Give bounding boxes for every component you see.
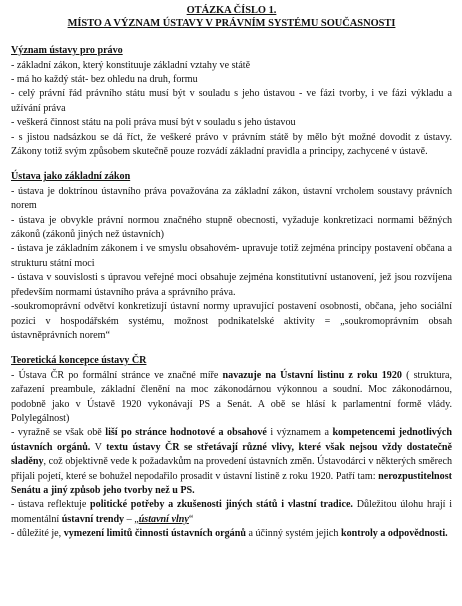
paragraph-line: - ústava v souvislosti s úpravou veřejné moci obsahuje zejména konstitutivní ustanovení, jež jsou rozvíjena především normami ústavního práva a správního práva. — [11, 272, 452, 298]
paragraph-line: - ústava je základním zákonem i ve smyslu obsahovém- upravuje totiž zejména principy postavení občana a strukturu státní moci — [11, 243, 452, 269]
paragraph-line: - veškerá činnost státu na poli práva musí být v souladu s jeho ústavou — [11, 117, 296, 129]
document-title-line1: OTÁZKA ČÍSLO 1. — [186, 5, 277, 16]
paragraph: - vyražně se však obě liší po stránce hodnotové a obsahové i významem a kompetencemi jednotlivých ústavních orgánů. V textu ústavy ČR se střetávají různé vlivy, které však nejsou vždy dostatečně sladěny, což objektivně vede k požadavkům na provedení ústavních změn. Ústavodárci v některých směrech přijali pojetí, které se bohužel nepodařilo prosadit v ústavní listině z roku 1920. Patří tam: nerozpustitelnost Senátu a jiný způsob jeho tvorby než u PS. — [11, 427, 452, 496]
spacer — [11, 343, 452, 354]
section-teoreticka-koncepce — [11, 354, 452, 541]
spacer — [11, 159, 452, 170]
paragraph-line: - s jistou nadsázkou se dá říct, že veškeré právo v právním státě by mělo být možné dovodit z ústavy. Zákony totiž svým způsobem skutečně pouze rozvádí základní pravidla a principy, zachycené v ústavě. — [11, 131, 452, 158]
paragraph-line: - ústava je doktrínou ústavního práva považována za základní zákon, ústavní vrcholem soustavy právních norem — [11, 185, 452, 212]
paragraph-line: - základní zákon, který konstituuje základní vztahy ve státě — [11, 59, 251, 71]
section-heading: Ústava jako základní zákon — [11, 171, 131, 183]
paragraph-line: - ústava je obvykle právní normou značného stupně obecnosti, vyžaduje konkretizaci normami běžných zákonů (zákonů jiných než ústavních) — [11, 214, 452, 241]
spacer — [11, 30, 452, 44]
document-title-line2: MÍSTO A VÝZNAM ÚSTAVY V PRÁVNÍM SYSTÉMU SOUČASNOSTI — [67, 17, 396, 29]
section-vyznam-ustavy — [11, 44, 452, 159]
paragraph: - ústava reflektuje politické potřeby a zkušenosti jiných států i vlastní tradice. Důležitou úlohu hrají i momentální ústavní trendy – „ústavní vlny“ — [11, 499, 453, 525]
paragraph-line: - celý právní řád právního státu musí být v souladu s jeho ústavou - ve fázi tvorby, i ve fázi výkladu a užívání práva — [11, 88, 452, 114]
paragraph-line: -soukromoprávní odvětví konkretizují ústavní normy upravující postavení osobnosti, občana, jeho sociální pozici v hospodářském systému, možnost podnikatelské aktivity = „soukromoprávním obsah ústavněprávních norem“ — [11, 301, 452, 341]
section-heading: Význam ústavy pro právo — [11, 45, 123, 57]
section-heading: Teoretická koncepce ústavy ČR — [11, 355, 147, 367]
paragraph: - důležité je, vymezení limitů činnosti ústavních orgánů a účinný systém jejich kontroly a odpovědnosti. — [11, 528, 448, 540]
paragraph-line: - má ho každý stát- bez ohledu na druh, formu — [11, 74, 198, 85]
section-ustava-jako-zakon — [11, 170, 452, 343]
paragraph: - Ústava ČR po formální stránce ve značné míře navazuje na Ústavní listinu z roku 1920 ( struktura, zařazení preambule, základní členění na moc zákonodárnou výkonnou a soudní. Moc zákonodárnou, podobně jako v Ústavě 1920 vykonávají PS a Senát. A obě se hlásí k parlamentní formě vlády. Polylegálnost) — [11, 369, 452, 424]
